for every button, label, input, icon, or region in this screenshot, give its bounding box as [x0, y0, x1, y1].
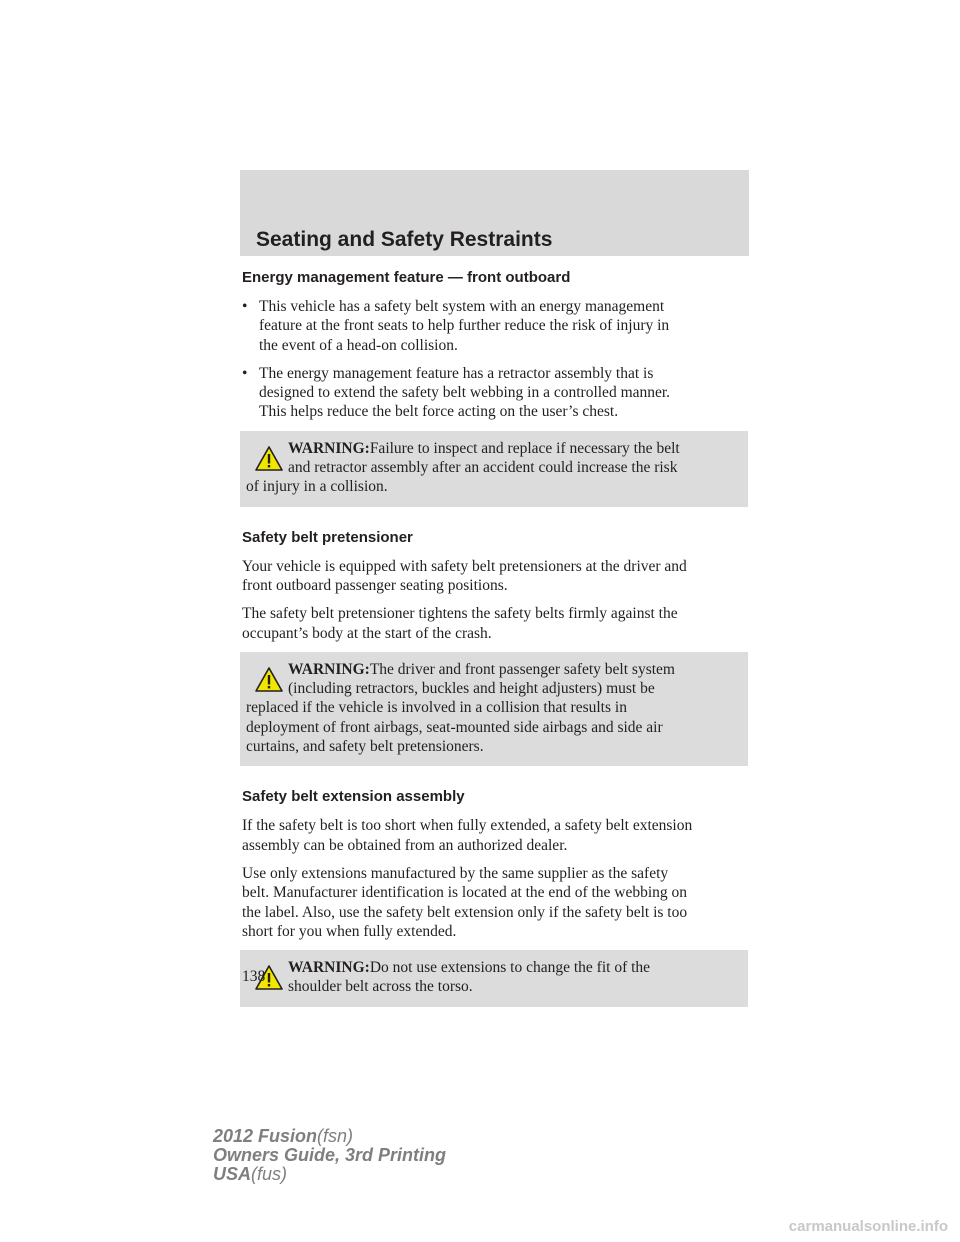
footer-market: USA [213, 1164, 252, 1184]
warning-first-line [246, 958, 738, 977]
bullet-line: This helps reduce the belt force acting on the user’s chest. [259, 403, 619, 421]
warning-triangle-icon [254, 445, 284, 472]
section-title: Seating and Safety Restraints [256, 228, 553, 251]
warning-box [240, 950, 748, 1007]
paragraph-line: front outboard passenger seating positions. [242, 576, 508, 594]
warning-line: deployment of front airbags, seat-mounted side airbags and side air [246, 718, 663, 736]
bullet-dot: • [242, 364, 248, 382]
warning-line: and retractor assembly after an accident could increase the risk [288, 459, 678, 477]
page-content [242, 268, 748, 1007]
footer-model-code: (fsn) [317, 1126, 354, 1146]
heading-energy-management: Energy management feature — front outboard [242, 269, 571, 286]
footer-guide: Owners Guide, 3rd Printing [213, 1145, 447, 1165]
footer-line-market [213, 1165, 446, 1184]
paragraph-line: the label. Also, use the safety belt extension only if the safety belt is too [242, 903, 688, 921]
footer-line-model [213, 1127, 446, 1146]
paragraph-line: The safety belt pretensioner tightens the safety belts firmly against the [242, 605, 678, 623]
paragraph [242, 864, 748, 941]
paragraph-line: If the safety belt is too short when fully extended, a safety belt extension [242, 817, 693, 835]
bullet-line: feature at the front seats to help further reduce the risk of injury in [259, 317, 670, 335]
paragraph-line: Use only extensions manufactured by the same supplier as the safety [242, 864, 669, 882]
warning-label: WARNING: [288, 439, 370, 457]
footer-market-code: (fus) [251, 1164, 288, 1184]
bullet-item [242, 364, 748, 422]
warning-line: (including retractors, buckles and height adjusters) must be [288, 680, 655, 698]
bullet-line: the event of a head-on collision. [259, 336, 458, 354]
paragraph-line: Your vehicle is equipped with safety belt pretensioners at the driver and [242, 557, 687, 575]
warning-line: of injury in a collision. [246, 478, 388, 496]
paragraph [242, 816, 748, 855]
bullet-line: The energy management feature has a retractor assembly that is [259, 364, 654, 382]
paragraph [242, 604, 748, 643]
warning-line: curtains, and safety belt pretensioners. [246, 738, 484, 756]
paragraph-line: belt. Manufacturer identification is located at the end of the webbing on [242, 884, 688, 902]
warning-box [240, 431, 748, 507]
document-footer [213, 1127, 446, 1184]
warning-text: The driver and front passenger safety belt system [369, 660, 675, 678]
paragraph-line: short for you when fully extended. [242, 922, 457, 940]
page-number: 138 [242, 968, 266, 985]
bullet-line: designed to extend the safety belt webbing in a controlled manner. [259, 384, 671, 402]
warning-text: Do not use extensions to change the fit of the [369, 959, 651, 977]
warning-line: replaced if the vehicle is involved in a collision that results in [246, 699, 627, 717]
paragraph-line: occupant’s body at the start of the crash. [242, 624, 492, 642]
footer-model: 2012 Fusion [213, 1126, 318, 1146]
warning-box [240, 652, 748, 766]
bullet-dot: • [242, 298, 248, 315]
paragraph [242, 557, 748, 596]
warning-label: WARNING: [288, 959, 370, 977]
warning-first-line [246, 660, 738, 679]
warning-text: Failure to inspect and replace if necessary the belt [369, 439, 680, 457]
warning-line: shoulder belt across the torso. [288, 978, 473, 996]
heading-pretensioner: Safety belt pretensioner [242, 528, 413, 546]
heading-extension-assembly: Safety belt extension assembly [242, 788, 465, 806]
watermark-link[interactable]: carmanualsonline.info [788, 1218, 948, 1235]
warning-triangle-icon [254, 666, 284, 693]
bullet-item [242, 297, 748, 355]
section-header-band [240, 170, 749, 256]
bullet-line: This vehicle has a safety belt system with an energy management [259, 298, 665, 315]
paragraph-line: assembly can be obtained from an authorized dealer. [242, 836, 568, 854]
warning-first-line [246, 439, 738, 458]
warning-label: WARNING: [288, 660, 370, 678]
